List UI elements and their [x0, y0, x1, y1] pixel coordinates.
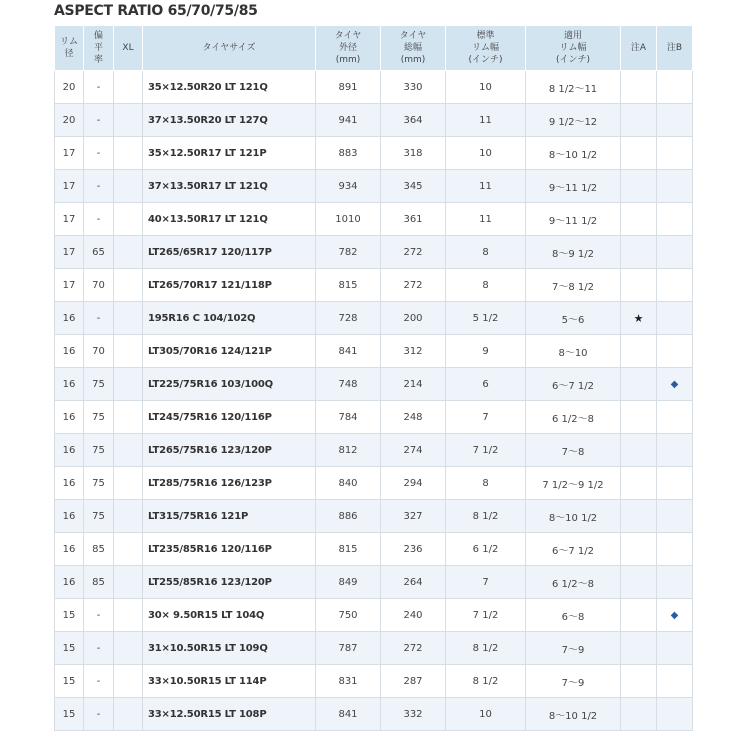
cell-note-a: [621, 500, 657, 533]
cell-outer-diameter: 941: [316, 104, 381, 137]
header-outer-diameter: タイヤ 外径 (mm): [316, 26, 381, 71]
cell-note-b: [657, 401, 693, 434]
table-row: [55, 71, 693, 104]
diamond-icon: ◆: [670, 378, 679, 390]
cell-tire-size: LT255/85R16 123/120P: [143, 566, 316, 599]
cell-tire-size: LT245/75R16 120/116P: [143, 401, 316, 434]
cell-rim-diameter: 16: [55, 566, 84, 599]
cell-aspect-ratio: 65: [84, 236, 114, 269]
cell-xl: [114, 236, 143, 269]
cell-tire-size: 37×13.50R17 LT 121Q: [143, 170, 316, 203]
table-row: [55, 401, 693, 434]
cell-aspect-ratio: -: [84, 71, 114, 104]
cell-aspect-ratio: -: [84, 632, 114, 665]
star-icon: ★: [633, 311, 644, 325]
cell-aspect-ratio: -: [84, 137, 114, 170]
table-row: [55, 533, 693, 566]
cell-note-b: [657, 302, 693, 335]
cell-rim-diameter: 16: [55, 467, 84, 500]
table-row: [55, 632, 693, 665]
cell-applicable-rim-width: 8～10 1/2: [526, 500, 621, 533]
cell-outer-diameter: 728: [316, 302, 381, 335]
cell-applicable-rim-width: 7～8: [526, 434, 621, 467]
cell-applicable-rim-width: 6～7 1/2: [526, 533, 621, 566]
cell-tire-size: LT265/70R17 121/118P: [143, 269, 316, 302]
cell-aspect-ratio: 70: [84, 269, 114, 302]
cell-overall-width: 274: [381, 434, 446, 467]
cell-tire-size: 33×12.50R15 LT 108P: [143, 698, 316, 731]
cell-overall-width: 248: [381, 401, 446, 434]
cell-outer-diameter: 815: [316, 269, 381, 302]
cell-aspect-ratio: 70: [84, 335, 114, 368]
cell-applicable-rim-width: 7～8 1/2: [526, 269, 621, 302]
table-header-row: [55, 26, 693, 71]
cell-outer-diameter: 934: [316, 170, 381, 203]
cell-rim-diameter: 16: [55, 368, 84, 401]
cell-rim-diameter: 20: [55, 104, 84, 137]
cell-overall-width: 200: [381, 302, 446, 335]
cell-overall-width: 318: [381, 137, 446, 170]
cell-tire-size: LT265/75R16 123/120P: [143, 434, 316, 467]
cell-overall-width: 236: [381, 533, 446, 566]
cell-standard-rim-width: 6 1/2: [446, 533, 526, 566]
cell-standard-rim-width: 10: [446, 698, 526, 731]
cell-aspect-ratio: -: [84, 104, 114, 137]
cell-note-b: [657, 533, 693, 566]
cell-xl: [114, 467, 143, 500]
cell-note-b: [657, 500, 693, 533]
cell-xl: [114, 269, 143, 302]
cell-applicable-rim-width: 6 1/2～8: [526, 401, 621, 434]
table-row: [55, 368, 693, 401]
cell-tire-size: LT225/75R16 103/100Q: [143, 368, 316, 401]
cell-tire-size: 31×10.50R15 LT 109Q: [143, 632, 316, 665]
cell-rim-diameter: 15: [55, 599, 84, 632]
cell-aspect-ratio: -: [84, 203, 114, 236]
cell-note-b: [657, 269, 693, 302]
header-standard-rim-width: 標準 リム幅 (インチ): [446, 26, 526, 71]
cell-tire-size: 40×13.50R17 LT 121Q: [143, 203, 316, 236]
cell-overall-width: 330: [381, 71, 446, 104]
cell-standard-rim-width: 8: [446, 269, 526, 302]
cell-outer-diameter: 1010: [316, 203, 381, 236]
cell-tire-size: 30× 9.50R15 LT 104Q: [143, 599, 316, 632]
cell-overall-width: 332: [381, 698, 446, 731]
cell-note-a: [621, 401, 657, 434]
cell-applicable-rim-width: 6～8: [526, 599, 621, 632]
cell-applicable-rim-width: 7～9: [526, 632, 621, 665]
cell-note-a: [621, 236, 657, 269]
cell-outer-diameter: 891: [316, 71, 381, 104]
cell-overall-width: 214: [381, 368, 446, 401]
cell-overall-width: 240: [381, 599, 446, 632]
cell-applicable-rim-width: 9 1/2～12: [526, 104, 621, 137]
cell-rim-diameter: 17: [55, 170, 84, 203]
cell-applicable-rim-width: 6～7 1/2: [526, 368, 621, 401]
cell-standard-rim-width: 8: [446, 236, 526, 269]
cell-aspect-ratio: 75: [84, 500, 114, 533]
page-title: ASPECT RATIO 65/70/75/85: [54, 3, 258, 19]
cell-note-a: [621, 599, 657, 632]
cell-rim-diameter: 16: [55, 500, 84, 533]
table-row: [55, 236, 693, 269]
cell-standard-rim-width: 9: [446, 335, 526, 368]
cell-note-a: [621, 665, 657, 698]
cell-aspect-ratio: 75: [84, 467, 114, 500]
cell-rim-diameter: 17: [55, 203, 84, 236]
cell-xl: [114, 698, 143, 731]
cell-note-a: [621, 533, 657, 566]
cell-note-b: [657, 632, 693, 665]
cell-xl: [114, 566, 143, 599]
cell-applicable-rim-width: 8～10 1/2: [526, 137, 621, 170]
cell-note-a: [621, 302, 657, 335]
cell-applicable-rim-width: 9～11 1/2: [526, 203, 621, 236]
cell-standard-rim-width: 7: [446, 566, 526, 599]
cell-xl: [114, 71, 143, 104]
cell-note-a: [621, 104, 657, 137]
cell-rim-diameter: 15: [55, 632, 84, 665]
cell-tire-size: 33×10.50R15 LT 114P: [143, 665, 316, 698]
table-row: [55, 500, 693, 533]
cell-standard-rim-width: 7: [446, 401, 526, 434]
cell-xl: [114, 203, 143, 236]
cell-xl: [114, 500, 143, 533]
cell-outer-diameter: 782: [316, 236, 381, 269]
cell-note-b: [657, 104, 693, 137]
cell-applicable-rim-width: 7～9: [526, 665, 621, 698]
cell-xl: [114, 434, 143, 467]
cell-tire-size: LT305/70R16 124/121P: [143, 335, 316, 368]
cell-note-a: [621, 566, 657, 599]
cell-outer-diameter: 840: [316, 467, 381, 500]
cell-standard-rim-width: 6: [446, 368, 526, 401]
cell-rim-diameter: 16: [55, 401, 84, 434]
cell-overall-width: 272: [381, 236, 446, 269]
cell-note-b: [657, 434, 693, 467]
cell-xl: [114, 335, 143, 368]
cell-aspect-ratio: -: [84, 665, 114, 698]
cell-overall-width: 272: [381, 269, 446, 302]
header-applicable-rim-width: 適用 リム幅 (インチ): [526, 26, 621, 71]
cell-standard-rim-width: 10: [446, 71, 526, 104]
cell-aspect-ratio: -: [84, 170, 114, 203]
cell-outer-diameter: 849: [316, 566, 381, 599]
cell-standard-rim-width: 8: [446, 467, 526, 500]
cell-xl: [114, 401, 143, 434]
cell-outer-diameter: 787: [316, 632, 381, 665]
cell-note-b: [657, 698, 693, 731]
cell-xl: [114, 170, 143, 203]
cell-note-b: [657, 665, 693, 698]
cell-overall-width: 327: [381, 500, 446, 533]
cell-outer-diameter: 812: [316, 434, 381, 467]
cell-rim-diameter: 15: [55, 665, 84, 698]
cell-aspect-ratio: 85: [84, 533, 114, 566]
cell-applicable-rim-width: 7 1/2～9 1/2: [526, 467, 621, 500]
cell-rim-diameter: 16: [55, 302, 84, 335]
cell-note-a: [621, 170, 657, 203]
cell-rim-diameter: 17: [55, 269, 84, 302]
cell-note-a: [621, 137, 657, 170]
cell-note-b: [657, 71, 693, 104]
cell-note-a: [621, 632, 657, 665]
header-aspect-ratio: 偏 平 率: [84, 26, 114, 71]
cell-applicable-rim-width: 8～10 1/2: [526, 698, 621, 731]
cell-overall-width: 294: [381, 467, 446, 500]
cell-xl: [114, 137, 143, 170]
cell-note-a: [621, 335, 657, 368]
cell-standard-rim-width: 10: [446, 137, 526, 170]
cell-xl: [114, 302, 143, 335]
cell-outer-diameter: 883: [316, 137, 381, 170]
cell-tire-size: 37×13.50R20 LT 127Q: [143, 104, 316, 137]
cell-note-a: [621, 698, 657, 731]
cell-note-a: [621, 467, 657, 500]
cell-note-b: [657, 467, 693, 500]
cell-overall-width: 364: [381, 104, 446, 137]
cell-applicable-rim-width: 5～6: [526, 302, 621, 335]
cell-note-b: [657, 170, 693, 203]
cell-tire-size: 35×12.50R20 LT 121Q: [143, 71, 316, 104]
cell-standard-rim-width: 11: [446, 203, 526, 236]
cell-overall-width: 264: [381, 566, 446, 599]
header-tire-size: タイヤサイズ: [143, 26, 316, 71]
cell-outer-diameter: 831: [316, 665, 381, 698]
cell-applicable-rim-width: 8 1/2～11: [526, 71, 621, 104]
cell-tire-size: LT265/65R17 120/117P: [143, 236, 316, 269]
table-row: [55, 302, 693, 335]
cell-aspect-ratio: 75: [84, 401, 114, 434]
cell-standard-rim-width: 8 1/2: [446, 632, 526, 665]
cell-applicable-rim-width: 8～9 1/2: [526, 236, 621, 269]
cell-aspect-ratio: 75: [84, 368, 114, 401]
cell-xl: [114, 368, 143, 401]
cell-outer-diameter: 815: [316, 533, 381, 566]
header-xl: XL: [114, 26, 143, 71]
cell-rim-diameter: 16: [55, 335, 84, 368]
cell-standard-rim-width: 7 1/2: [446, 599, 526, 632]
cell-xl: [114, 632, 143, 665]
cell-note-b: [657, 368, 693, 401]
cell-overall-width: 345: [381, 170, 446, 203]
table-row: [55, 566, 693, 599]
cell-tire-size: LT285/75R16 126/123P: [143, 467, 316, 500]
cell-outer-diameter: 784: [316, 401, 381, 434]
cell-overall-width: 287: [381, 665, 446, 698]
table-row: [55, 599, 693, 632]
cell-overall-width: 272: [381, 632, 446, 665]
cell-applicable-rim-width: 8～10: [526, 335, 621, 368]
cell-outer-diameter: 748: [316, 368, 381, 401]
table-row: [55, 269, 693, 302]
cell-rim-diameter: 17: [55, 137, 84, 170]
cell-note-b: [657, 599, 693, 632]
cell-note-a: [621, 203, 657, 236]
cell-standard-rim-width: 5 1/2: [446, 302, 526, 335]
cell-note-b: [657, 335, 693, 368]
table-row: [55, 104, 693, 137]
table-row: [55, 137, 693, 170]
cell-aspect-ratio: -: [84, 698, 114, 731]
diamond-icon: ◆: [670, 609, 679, 621]
cell-note-a: [621, 71, 657, 104]
cell-tire-size: LT235/85R16 120/116P: [143, 533, 316, 566]
table-row: [55, 170, 693, 203]
cell-xl: [114, 665, 143, 698]
cell-outer-diameter: 886: [316, 500, 381, 533]
cell-rim-diameter: 17: [55, 236, 84, 269]
cell-rim-diameter: 16: [55, 533, 84, 566]
cell-xl: [114, 599, 143, 632]
cell-overall-width: 361: [381, 203, 446, 236]
cell-rim-diameter: 20: [55, 71, 84, 104]
cell-overall-width: 312: [381, 335, 446, 368]
cell-tire-size: 35×12.50R17 LT 121P: [143, 137, 316, 170]
table-row: [55, 203, 693, 236]
cell-standard-rim-width: 8 1/2: [446, 500, 526, 533]
cell-applicable-rim-width: 9～11 1/2: [526, 170, 621, 203]
header-note-a: 注A: [621, 26, 657, 71]
cell-xl: [114, 104, 143, 137]
cell-standard-rim-width: 7 1/2: [446, 434, 526, 467]
cell-xl: [114, 533, 143, 566]
header-note-b: 注B: [657, 26, 693, 71]
cell-standard-rim-width: 11: [446, 104, 526, 137]
cell-note-b: [657, 236, 693, 269]
cell-note-a: [621, 269, 657, 302]
cell-aspect-ratio: 75: [84, 434, 114, 467]
cell-tire-size: LT315/75R16 121P: [143, 500, 316, 533]
cell-note-b: [657, 137, 693, 170]
tire-spec-table: [54, 25, 693, 731]
cell-aspect-ratio: -: [84, 599, 114, 632]
cell-tire-size: 195R16 C 104/102Q: [143, 302, 316, 335]
header-overall-width: タイヤ 総幅 (mm): [381, 26, 446, 71]
cell-outer-diameter: 841: [316, 335, 381, 368]
cell-standard-rim-width: 11: [446, 170, 526, 203]
cell-rim-diameter: 16: [55, 434, 84, 467]
cell-applicable-rim-width: 6 1/2～8: [526, 566, 621, 599]
cell-rim-diameter: 15: [55, 698, 84, 731]
cell-outer-diameter: 841: [316, 698, 381, 731]
table-row: [55, 434, 693, 467]
cell-note-a: [621, 368, 657, 401]
cell-standard-rim-width: 8 1/2: [446, 665, 526, 698]
cell-aspect-ratio: -: [84, 302, 114, 335]
cell-aspect-ratio: 85: [84, 566, 114, 599]
cell-note-b: [657, 566, 693, 599]
cell-outer-diameter: 750: [316, 599, 381, 632]
table-row: [55, 698, 693, 731]
cell-note-a: [621, 434, 657, 467]
table-row: [55, 665, 693, 698]
header-rim-diameter: リム 径: [55, 26, 84, 71]
table-row: [55, 467, 693, 500]
table-row: [55, 335, 693, 368]
cell-note-b: [657, 203, 693, 236]
